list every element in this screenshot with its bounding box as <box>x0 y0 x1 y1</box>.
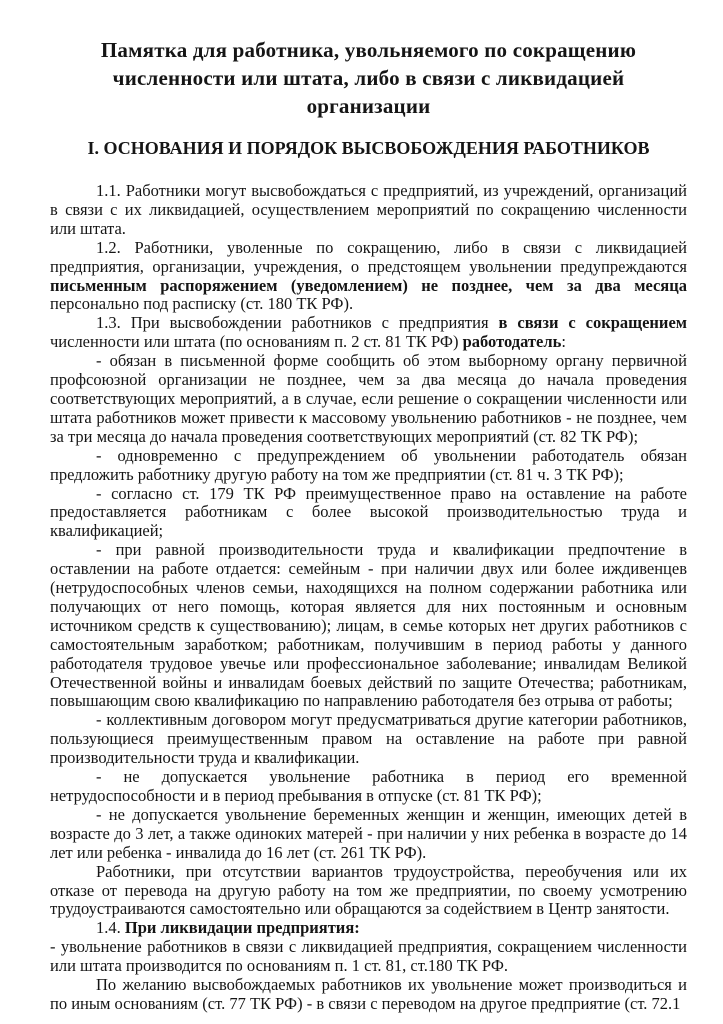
para-text: 1.1. Работники могут высвобождаться с предприятий, из учреждений, организаций в связи с их ликвидацией, осуществлением мероприятий по сокращению численности или штата. <box>50 181 687 238</box>
para-1-3 <box>50 314 687 352</box>
para-text: численности или штата (по основаниям п. 2 ст. 81 ТК РФ) <box>50 332 463 352</box>
para-1-1 <box>50 182 687 239</box>
para-text: - коллективным договором могут предусматриваться другие категории работников, пользующиеся преимущественным правом на оставление на работе при равной производительности труда и квалификации. <box>50 710 687 768</box>
bullet-equal-productivity-preference <box>50 541 687 711</box>
para-text: - согласно ст. 179 ТК РФ преимущественное право на оставление на работе предоставляется работникам с более высокой производительностью труда и квалификацией; <box>50 483 687 541</box>
para-self-employment <box>50 863 687 920</box>
para-text: - не допускается увольнение беременных женщин и женщин, имеющих детей в возрасте до 3 лет, а также одиноких матерей - при наличии у них ребенка в возрасте до 14 лет или ребенка - инвалида до 16 лет (ст. 261 ТК РФ). <box>50 804 687 862</box>
document-body <box>50 182 687 1014</box>
para-text: персонально под расписку (ст. 180 ТК РФ). <box>50 294 354 314</box>
para-text: 1.4. <box>96 918 125 938</box>
bullet-liquidation-grounds <box>50 938 687 976</box>
para-text: 1.3. При высвобождении работников с предприятия <box>96 313 499 333</box>
para-text: : <box>561 332 566 352</box>
para-text: По желанию высвобождаемых работников их увольнение может производиться и по иным основаниям (ст. 77 ТК РФ) - в связи с переводом на другое предприятие (ст. 72.1 <box>50 975 687 1013</box>
para-1-4 <box>50 919 687 938</box>
para-other-grounds <box>50 976 687 1014</box>
para-text: - не допускается увольнение работника в период его временной нетрудоспособности и в период пребывания в отпуске (ст. 81 ТК РФ); <box>50 767 687 805</box>
bullet-priority-right <box>50 485 687 542</box>
para-text-bold: письменным распоряжением (уведомлением) не позднее, чем за два месяца <box>50 275 687 295</box>
para-text: - увольнение работников в связи с ликвидацией предприятия, сокращением численности или штата производится по основаниям п. 1 ст. 81, ст.180 ТК РФ. <box>50 937 687 976</box>
para-text: - одновременно с предупреждением об увольнении работодатель обязан предложить работнику другую работу на том же предприятии (ст. 81 ч. 3 ТК РФ); <box>50 445 687 484</box>
para-text: Работники, при отсутствии вариантов трудоустройства, переобучения или их отказе от перевода на другую работу на том же предприятии, по своему усмотрению трудоустраиваются самостоятельно или обращаются за содействием в Центр занятости. <box>50 861 687 919</box>
bullet-offer-other-job <box>50 447 687 485</box>
document-title: Памятка для работника, увольняемого по сокращению численности или штата, либо в связи с ликвидацией организации <box>100 38 637 118</box>
bullet-no-dismissal-pregnant <box>50 806 687 863</box>
para-text: - обязан в письменной форме сообщить об этом выборному органу первичной профсоюзной организации не позднее, чем за два месяца до начала проведения соответствующих мероприятий, а в случае, если решение о сокращении численности или штата работников может привести к массовому увольнению работников - не позднее, чем за три месяца до начала проведения соответствующих мероприятий (ст. 82 ТК РФ); <box>50 351 687 446</box>
para-1-2 <box>50 239 687 315</box>
bullet-notify-union <box>50 352 687 447</box>
para-text-bold: При ликвидации предприятия: <box>124 918 360 938</box>
bullet-collective-agreement <box>50 711 687 768</box>
bullet-no-dismissal-sick-leave <box>50 768 687 806</box>
para-text: - при равной производительности труда и квалификации предпочтение в оставлении на работе отдается: семейным - при наличии двух или более иждивенцев (нетрудоспособных членов семьи, находящихся на полном содержании работника или получающих от него помощь, которая является для них постоянным и основным источником средств к существованию); лицам, в семье которых нет других работников с самостоятельным заработком; работникам, получившим в период работы у данного работодателя трудовое увечье или профессиональное заболевание; инвалидам Великой Отечественной войны и инвалидам боевых действий по защите Отечества; работникам, повышающим свою квалификацию по направлению работодателя без отрыва от работы; <box>50 540 687 711</box>
para-text: 1.2. Работники, уволенные по сокращению, либо в связи с ликвидацией предприятия, организации, учреждения, о предстоящем увольнении предупреждаются <box>50 237 687 276</box>
para-text-bold: работодатель <box>462 332 562 352</box>
section-heading: I. ОСНОВАНИЯ И ПОРЯДОК ВЫСВОБОЖДЕНИЯ РАБОТНИКОВ <box>87 138 650 158</box>
para-text-bold: в связи с сокращением <box>498 313 688 333</box>
